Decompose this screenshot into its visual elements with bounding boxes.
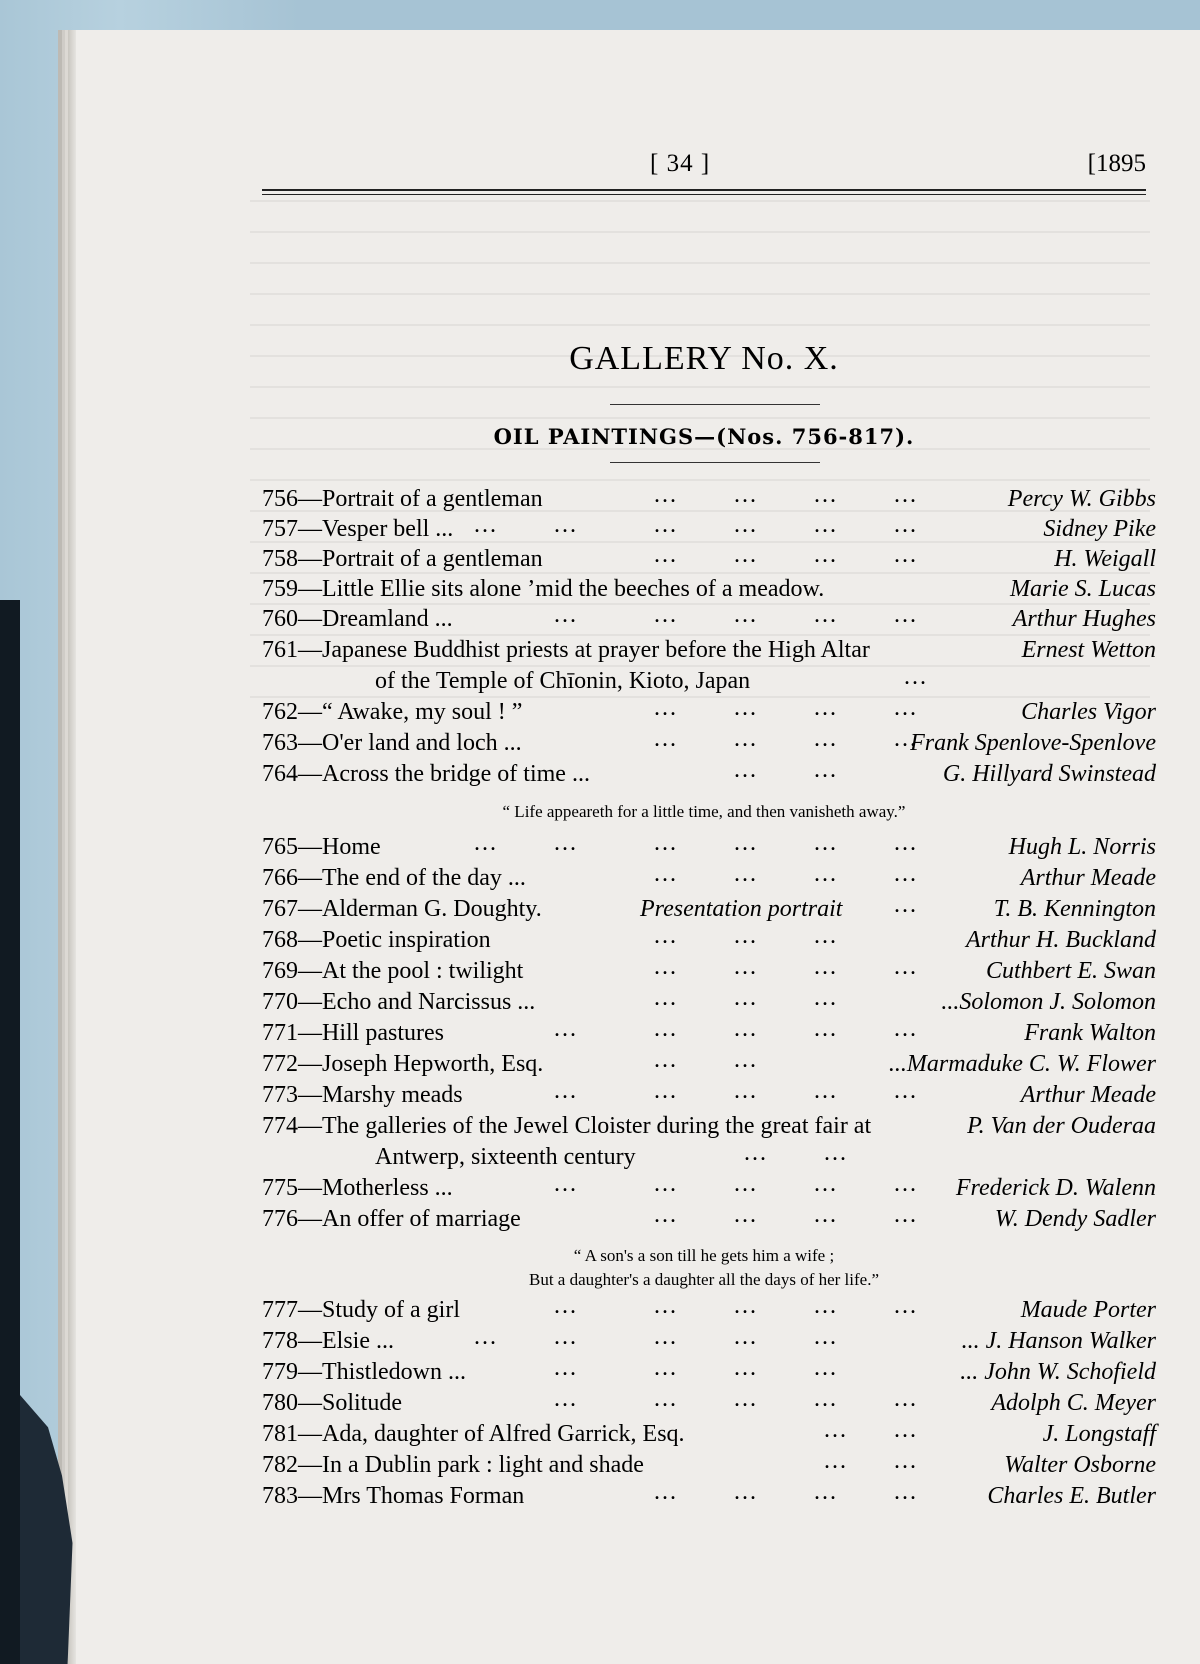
leader-dots: ... — [654, 1202, 678, 1228]
leader-dots: ... — [734, 1078, 758, 1104]
catalogue-entry — [262, 1078, 1156, 1113]
leader-dots: ... — [554, 1324, 578, 1350]
header-rule — [262, 189, 1146, 191]
leader-dots: ... — [654, 1479, 678, 1505]
entry-artist: Walter Osborne — [1004, 1452, 1156, 1478]
leader-dots: ... — [894, 830, 918, 856]
leader-dots: ... — [894, 1417, 918, 1443]
title-rule — [610, 404, 820, 405]
leader-dots: ... — [654, 1355, 678, 1381]
entry-artist: Frank Spenlove-Spenlove — [910, 730, 1156, 756]
leader-dots: ... — [654, 512, 678, 538]
entry-title: 773—Marshy meads — [262, 1082, 463, 1108]
leader-dots: ... — [894, 1386, 918, 1412]
leader-dots: ... — [734, 954, 758, 980]
entry-artist: J. Longstaff — [1042, 1421, 1156, 1447]
leader-dots: ... — [734, 726, 758, 752]
entry-artist: Arthur Meade — [1020, 865, 1156, 891]
entry-artist: Frederick D. Walenn — [955, 1175, 1156, 1201]
leader-dots: ... — [894, 542, 918, 568]
leader-dots: ... — [814, 1386, 838, 1412]
entry-artist: G. Hillyard Swinstead — [942, 761, 1156, 787]
leader-dots: ... — [734, 1386, 758, 1412]
leader-dots: ... — [554, 1293, 578, 1319]
leader-dots: ... — [474, 830, 498, 856]
entry-artist: P. Van der Ouderaa — [967, 1113, 1156, 1139]
leader-dots: ... — [734, 1047, 758, 1073]
leader-dots: ... — [654, 602, 678, 628]
entry-title: 763—O'er land and loch ... — [262, 730, 522, 756]
entry-title: 757—Vesper bell ... — [262, 516, 454, 542]
catalogue-entry — [262, 985, 1156, 1020]
leader-dots: ... — [654, 695, 678, 721]
leader-dots: ... — [894, 892, 918, 918]
entry-artist: Charles E. Butler — [987, 1483, 1156, 1509]
catalogue-entry — [262, 1113, 1156, 1144]
catalogue-entry — [262, 1016, 1156, 1051]
leader-dots: ... — [814, 1479, 838, 1505]
leader-dots: ... — [554, 1078, 578, 1104]
epigraph-quote: “ Life appeareth for a little time, and then vanisheth away.” — [502, 802, 906, 821]
leader-dots: ... — [734, 985, 758, 1011]
entry-title: 783—Mrs Thomas Forman — [262, 1483, 525, 1509]
entry-artist: Cuthbert E. Swan — [985, 958, 1156, 984]
leader-dots: ... — [814, 1171, 838, 1197]
leader-dots: ... — [824, 1448, 848, 1474]
leader-dots: ... — [894, 1016, 918, 1042]
leader-dots: ... — [814, 1016, 838, 1042]
leader-dots: ... — [814, 830, 838, 856]
leader-dots: ... — [894, 695, 918, 721]
leader-dots: ... — [894, 1202, 918, 1228]
catalogue-entry — [262, 726, 1156, 761]
leader-dots: ... — [734, 1324, 758, 1350]
leader-dots: ... — [894, 602, 918, 628]
leader-dots: ... — [654, 1016, 678, 1042]
entry-title: 768—Poetic inspiration — [262, 927, 491, 953]
entry-artist: Marie S. Lucas — [1010, 576, 1156, 602]
catalogue-entry — [262, 512, 1156, 547]
leader-dots: ... — [654, 726, 678, 752]
leader-dots: ... — [734, 1355, 758, 1381]
leader-dots: ... — [894, 1171, 918, 1197]
leader-dots: ... — [734, 923, 758, 949]
leader-dots: ... — [814, 602, 838, 628]
leader-dots: ... — [894, 512, 918, 538]
entry-artist: ... J. Hanson Walker — [961, 1328, 1156, 1354]
page-stack-edge — [68, 30, 76, 1664]
entry-artist: Hugh L. Norris — [1008, 834, 1156, 860]
entry-title: 769—At the pool : twilight — [262, 958, 524, 984]
catalogue-entry — [262, 861, 1156, 896]
leader-dots: ... — [554, 512, 578, 538]
leader-dots: ... — [894, 1448, 918, 1474]
leader-dots: ... — [814, 954, 838, 980]
leader-dots: ... — [654, 1171, 678, 1197]
entry-artist: Ernest Wetton — [1021, 637, 1156, 663]
leader-dots: ... — [814, 512, 838, 538]
leader-dots: ... — [814, 1202, 838, 1228]
running-header — [262, 150, 1146, 180]
leader-dots: ... — [654, 1293, 678, 1319]
leader-dots: ... — [554, 830, 578, 856]
entry-title: 778—Elsie ... — [262, 1328, 394, 1354]
entry-title: 776—An offer of marriage — [262, 1206, 521, 1232]
catalogue-entry — [262, 1479, 1156, 1514]
leader-dots: ... — [654, 861, 678, 887]
leader-dots: ... — [814, 542, 838, 568]
catalogue-entry — [262, 695, 1156, 730]
scan-dark-edge — [0, 600, 20, 1664]
catalogue-entry — [262, 954, 1156, 989]
catalogue-entry — [262, 1293, 1156, 1328]
catalogue-entry — [262, 576, 1156, 607]
entry-title: 774—The galleries of the Jewel Cloister during the great fair at — [262, 1113, 872, 1139]
header-year: [1895 — [1087, 150, 1146, 177]
leader-dots: ... — [734, 482, 758, 508]
catalogue-entry — [262, 1448, 1156, 1483]
catalogue-entry — [262, 892, 1156, 927]
leader-dots: ... — [744, 1140, 768, 1166]
leader-dots: ... — [654, 954, 678, 980]
entry-artist: W. Dendy Sadler — [994, 1206, 1156, 1232]
catalogue-entry — [262, 602, 1156, 637]
entry-title: 767—Alderman G. Doughty. — [262, 896, 542, 922]
entry-artist: Charles Vigor — [1021, 699, 1156, 725]
leader-dots: ... — [734, 1293, 758, 1319]
leader-dots: ... — [814, 861, 838, 887]
entry-artist: ...Marmaduke C. W. Flower — [888, 1051, 1156, 1077]
entry-artist: Arthur Hughes — [1012, 606, 1156, 632]
leader-dots: ... — [554, 602, 578, 628]
leader-dots: ... — [894, 1078, 918, 1104]
leader-dots: ... — [814, 1355, 838, 1381]
leader-dots: ... — [654, 830, 678, 856]
subtitle-rule — [610, 462, 820, 463]
entry-title: 760—Dreamland ... — [262, 606, 453, 632]
entry-title: 775—Motherless ... — [262, 1175, 453, 1201]
leader-dots: ... — [734, 1479, 758, 1505]
leader-dots: ... — [734, 695, 758, 721]
entry-artist: T. B. Kennington — [993, 896, 1156, 922]
entry-artist: ...Solomon J. Solomon — [941, 989, 1156, 1015]
entry-title: 771—Hill pastures — [262, 1020, 444, 1046]
leader-dots: ... — [734, 542, 758, 568]
leader-dots: ... — [814, 695, 838, 721]
leader-dots: ... — [814, 1324, 838, 1350]
leader-dots: ... — [474, 512, 498, 538]
catalogue-entry — [262, 1202, 1156, 1237]
leader-dots: ... — [554, 1386, 578, 1412]
entry-title: 779—Thistledown ... — [262, 1359, 466, 1385]
entry-title: 766—The end of the day ... — [262, 865, 526, 891]
leader-dots: ... — [894, 482, 918, 508]
leader-dots: ... — [654, 1324, 678, 1350]
entry-title: 777—Study of a girl — [262, 1297, 460, 1323]
leader-dots: ... — [734, 602, 758, 628]
entry-artist: Arthur Meade — [1020, 1082, 1156, 1108]
entry-title: 780—Solitude — [262, 1390, 403, 1416]
leader-dots: ... — [894, 954, 918, 980]
leader-dots: ... — [814, 726, 838, 752]
catalogue-entry — [262, 482, 1156, 517]
catalogue-entry — [262, 1171, 1156, 1206]
entry-artist: Percy W. Gibbs — [1007, 486, 1156, 512]
entry-title: 764—Across the bridge of time ... — [262, 761, 590, 787]
entry-title: 772—Joseph Hepworth, Esq. — [262, 1051, 544, 1077]
leader-dots: ... — [894, 726, 918, 752]
leader-dots: ... — [734, 1016, 758, 1042]
epigraph-quote-line2: But a daughter's a daughter all the days of her life.” — [528, 1270, 880, 1289]
entry-title: 781—Ada, daughter of Alfred Garrick, Esq. — [262, 1421, 685, 1447]
entry-title: 762—“ Awake, my soul ! ” — [262, 699, 523, 725]
catalogue-entry — [262, 1386, 1156, 1421]
entry-title: 765—Home — [262, 834, 381, 860]
catalogue-entry — [262, 923, 1156, 958]
entry-title: 782—In a Dublin park : light and shade — [262, 1452, 644, 1478]
leader-dots: ... — [654, 985, 678, 1011]
leader-dots: ... — [734, 861, 758, 887]
page-number: [ 34 ] — [650, 150, 711, 177]
entry-title: 770—Echo and Narcissus ... — [262, 989, 536, 1015]
entry-artist: Arthur H. Buckland — [966, 927, 1156, 953]
leader-dots: ... — [824, 1140, 848, 1166]
catalogue-entry — [262, 1417, 1156, 1452]
leader-dots: ... — [894, 861, 918, 887]
entry-artist: ... John W. Schofield — [960, 1359, 1156, 1385]
leader-dots: ... — [734, 1171, 758, 1197]
leader-dots: ... — [814, 985, 838, 1011]
catalogue-entry — [262, 1355, 1156, 1390]
entry-title: 761—Japanese Buddhist priests at prayer before the High Altar — [262, 637, 870, 663]
leader-dots: ... — [814, 1293, 838, 1319]
leader-dots: ... — [894, 1293, 918, 1319]
gallery-title: GALLERY No. X. — [569, 340, 839, 377]
leader-dots: ... — [814, 1078, 838, 1104]
leader-dots: ... — [824, 1417, 848, 1443]
leader-dots: ... — [654, 1047, 678, 1073]
catalogue-entry — [262, 1324, 1156, 1359]
entry-title: 759—Little Ellie sits alone ’mid the beeches of a meadow. — [262, 576, 825, 602]
catalogue-entry — [262, 542, 1156, 577]
leader-dots: ... — [554, 1355, 578, 1381]
leader-dots: ... — [654, 1078, 678, 1104]
epigraph-quote: “ A son's a son till he gets him a wife ; — [573, 1246, 835, 1265]
leader-dots: ... — [814, 923, 838, 949]
leader-dots: ... — [474, 1324, 498, 1350]
entry-title: 756—Portrait of a gentleman — [262, 486, 543, 512]
entry-title-continuation: of the Temple of Chīonin, Kioto, Japan — [375, 668, 751, 694]
entry-artist: Adolph C. Meyer — [991, 1390, 1156, 1416]
entry-artist: Frank Walton — [1024, 1020, 1156, 1046]
leader-dots: ... — [894, 1479, 918, 1505]
entry-artist: H. Weigall — [1054, 546, 1156, 572]
catalogue-entry — [262, 757, 1156, 792]
catalogue-entry — [262, 1047, 1156, 1082]
entry-artist: Maude Porter — [1020, 1297, 1156, 1323]
catalogue-entry — [262, 830, 1156, 865]
entry-note: Presentation portrait — [640, 896, 843, 922]
header-rule-thin — [262, 194, 1146, 195]
leader-dots: ... — [904, 664, 928, 690]
entry-title-continuation: Antwerp, sixteenth century — [375, 1144, 636, 1170]
leader-dots: ... — [814, 482, 838, 508]
entry-artist: Sidney Pike — [1043, 516, 1156, 542]
leader-dots: ... — [734, 512, 758, 538]
leader-dots: ... — [734, 757, 758, 783]
leader-dots: ... — [654, 923, 678, 949]
leader-dots: ... — [654, 1386, 678, 1412]
leader-dots: ... — [554, 1171, 578, 1197]
leader-dots: ... — [814, 757, 838, 783]
catalogue-entry — [262, 637, 1156, 668]
leader-dots: ... — [734, 830, 758, 856]
leader-dots: ... — [654, 542, 678, 568]
leader-dots: ... — [654, 482, 678, 508]
leader-dots: ... — [734, 1202, 758, 1228]
section-subtitle: OIL PAINTINGS—(Nos. 756-817). — [493, 424, 915, 449]
leader-dots: ... — [554, 1016, 578, 1042]
entry-title: 758—Portrait of a gentleman — [262, 546, 543, 572]
